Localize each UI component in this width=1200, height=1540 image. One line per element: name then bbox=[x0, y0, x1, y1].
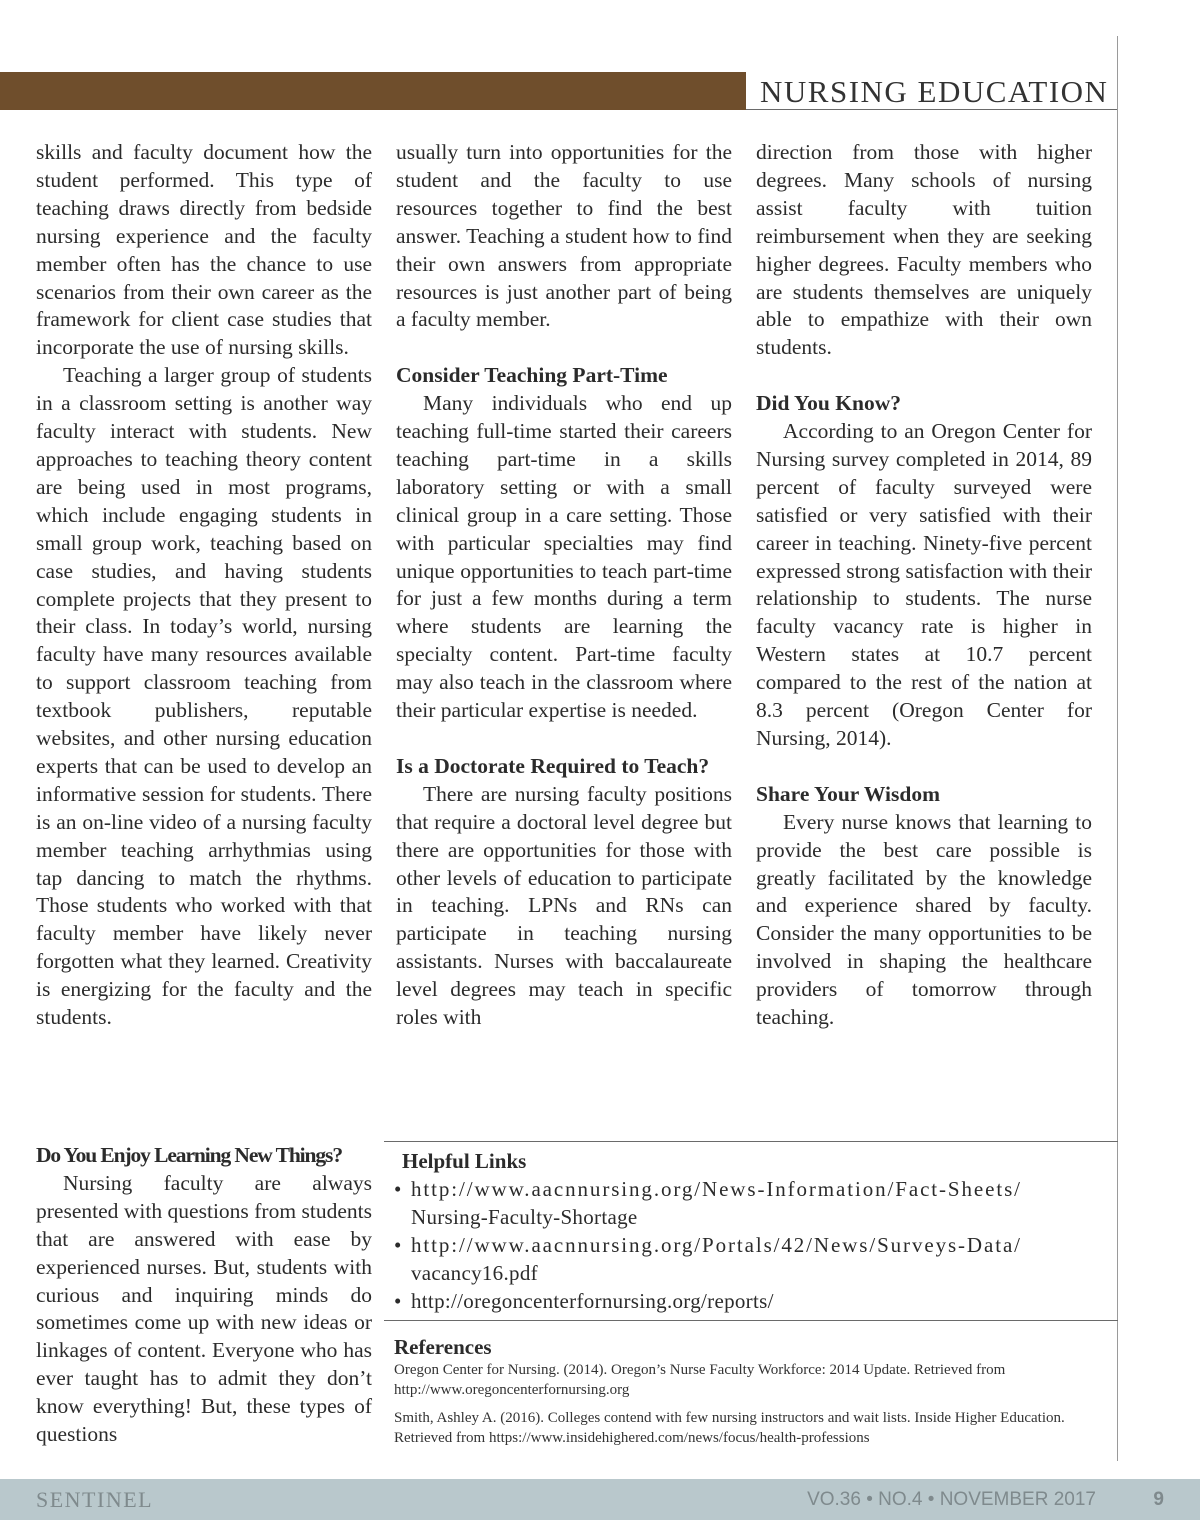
link-text-continued[interactable]: vacancy16.pdf bbox=[411, 1261, 538, 1285]
helpful-links-box bbox=[384, 1141, 1118, 1321]
link-text-continued[interactable]: Nursing-Faculty-Shortage bbox=[411, 1205, 638, 1229]
paragraph: According to an Oregon Center for Nursing survey completed in 2014, 89 percent of faculty surveyed were satisfied or very satisfied with their career in teaching. Ninety-five percent expressed strong satisfaction with their relationship to students. The nurse faculty vacancy rate is higher in Western states at 10.7 percent compared to the rest of the nation at 8.3 percent (Oregon Center for Nursing, 2014). bbox=[756, 419, 1092, 751]
paragraph: usually turn into opportunities for the student and the faculty to use resources together to find the best answer. Teaching a student how to find their own answers from appropriate resources is just another part of being a faculty member. bbox=[396, 140, 732, 332]
link-item[interactable] bbox=[394, 1175, 1106, 1231]
page-number: 9 bbox=[1153, 1489, 1164, 1510]
column-2 bbox=[396, 139, 732, 1032]
paragraph: Nursing faculty are always presented with questions from students that are answered with ease by experienced nurses. But, students with curious and inquiring minds do sometimes come up with new ideas or linkages of content. Everyone who has ever taught has to admit they don’t know everything! But, these types of questions bbox=[36, 1170, 372, 1447]
column-1 bbox=[36, 139, 372, 1032]
link-item[interactable] bbox=[394, 1287, 1106, 1315]
publication-name: SENTINEL bbox=[36, 1487, 154, 1512]
helpful-links-title: Helpful Links bbox=[402, 1149, 527, 1173]
paragraph: Many individuals who end up teaching full-time started their careers teaching part-time in a skills laboratory setting or with a small clinical group in a care setting. Those with particular specialties may find unique opportunities to teach part-time for just a few months during a term where students are learning the specialty content. Part-time faculty may also teach in the classroom where their particular expertise is needed. bbox=[396, 391, 732, 723]
reference-item: Oregon Center for Nursing. (2014). Oregon’s Nurse Faculty Workforce: 2014 Update. Retrieved from http://www.oregoncenterfornursing.org bbox=[394, 1362, 1006, 1398]
header-bar bbox=[0, 72, 746, 110]
section-title: NURSING EDUCATION bbox=[760, 74, 1109, 109]
bullet-icon: • bbox=[394, 1177, 404, 1201]
heading-share-wisdom: Share Your Wisdom bbox=[756, 781, 940, 806]
paragraph: direction from those with higher degrees. Many schools of nursing assist faculty with tuition reimbursement when they are seeking higher degrees. Faculty members who are students themselves are uniquely able to empathize with their own students. bbox=[756, 140, 1092, 360]
links-list bbox=[394, 1175, 1106, 1315]
spacer bbox=[756, 362, 1092, 390]
link-text[interactable]: http://www.aacnnursing.org/Portals/42/News/Surveys-Data/ bbox=[411, 1233, 1022, 1257]
issue-info: VO.36 • NO.4 • NOVEMBER 2017 bbox=[807, 1489, 1096, 1510]
link-text[interactable]: http://www.aacnnursing.org/News-Information/Fact-Sheets/ bbox=[411, 1177, 1022, 1201]
spacer bbox=[396, 725, 732, 753]
references-title: References bbox=[394, 1335, 492, 1359]
link-item[interactable] bbox=[394, 1231, 1106, 1287]
link-text[interactable]: http://oregoncenterfornursing.org/reports/ bbox=[411, 1289, 774, 1313]
footer-bar bbox=[0, 1479, 1200, 1520]
paragraph: Every nurse knows that learning to provide the best care possible is greatly facilitated by the knowledge and experience shared by faculty. Consider the many opportunities to be involved in shaping the healthcare providers of tomorrow through teaching. bbox=[756, 809, 1092, 1030]
paragraph: Teaching a larger group of students in a classroom setting is another way faculty interact with students. New approaches to teaching theory content are being used in most programs, which include engaging students in small group work, teaching based on case studies, and having students complete projects that they present to their class. In today’s world, nursing faculty have many resources available to support classroom teaching from textbook publishers, reputable websites, and other nursing education experts that can be used to develop an informative session for students. There is an on-line video of a nursing faculty member teaching arrhythmias using tap dancing to match the rhythms. Those students who worked with that faculty member have likely never forgotten what they learned. Creativity is energizing for the faculty and the students. bbox=[36, 363, 372, 1030]
bullet-icon: • bbox=[394, 1289, 402, 1313]
reference-item: Smith, Ashley A. (2016). Colleges contend with few nursing instructors and wait lists. Inside Higher Education. Retrieved from https://www.insidehighered.com/news/focus/health-professions bbox=[394, 1410, 1065, 1446]
paragraph: There are nursing faculty positions that require a doctoral level degree but there are opportunities for those with other levels of education to participate in teaching. LPNs and RNs can participate in teaching nursing assistants. Nurses with baccalaureate level degrees may teach in specific roles with bbox=[396, 781, 732, 1030]
spacer bbox=[396, 334, 732, 362]
heading-doctorate: Is a Doctorate Required to Teach? bbox=[396, 753, 710, 778]
heading-enjoy-learning: Do You Enjoy Learning New Things? bbox=[36, 1143, 342, 1167]
heading-did-you-know: Did You Know? bbox=[756, 391, 901, 416]
heading-part-time: Consider Teaching Part-Time bbox=[396, 363, 668, 388]
header-rule bbox=[746, 109, 1118, 110]
paragraph: skills and faculty document how the student performed. This type of teaching draws directly from bedside nursing experience and the faculty member often has the chance to use scenarios from their own career as the framework for client case studies that incorporate the use of nursing skills. bbox=[36, 140, 372, 360]
column-1-lower bbox=[36, 1142, 372, 1449]
bullet-icon: • bbox=[394, 1233, 404, 1257]
spacer bbox=[756, 753, 1092, 781]
column-3 bbox=[756, 139, 1092, 1032]
references bbox=[394, 1334, 1104, 1456]
